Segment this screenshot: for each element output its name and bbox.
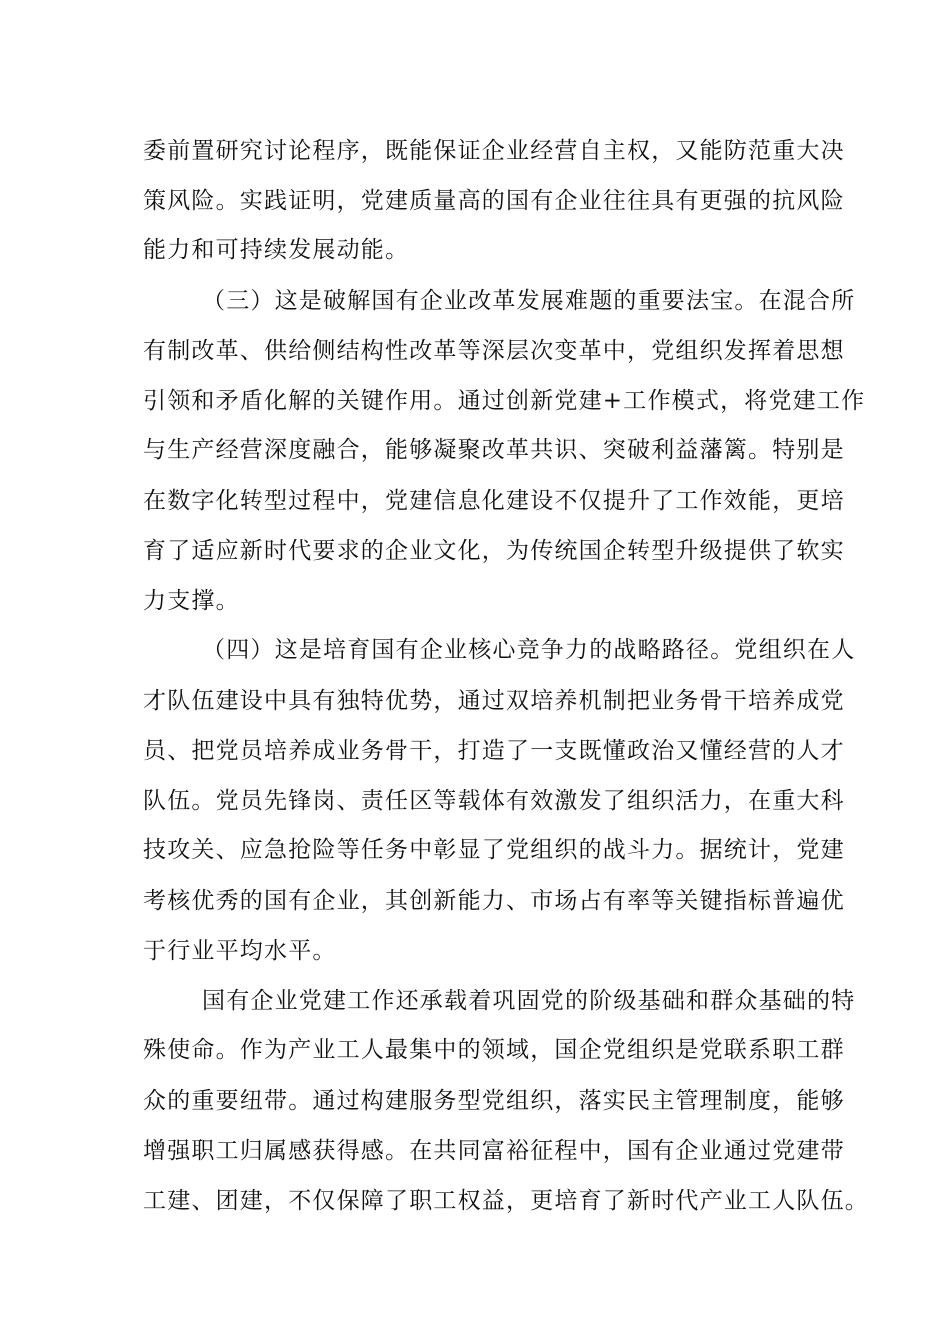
text-line: 引领和矛盾化解的关键作用。通过创新党建+工作模式，将党建工作	[143, 388, 866, 414]
text-line: 在数字化转型过程中，党建信息化建设不仅提升了工作效能，更培	[143, 488, 845, 514]
text-line: 众的重要纽带。通过构建服务型党组织，落实民主管理制度，能够	[143, 1088, 845, 1114]
text-line: 才队伍建设中具有独特优势，通过双培养机制把业务骨干培养成党	[143, 688, 845, 714]
text-line: 考核优秀的国有企业，其创新能力、市场占有率等关键指标普遍优	[143, 888, 845, 914]
text-line: 技攻关、应急抢险等任务中彰显了党组织的战斗力。据统计，党建	[143, 837, 845, 863]
paragraph-start-line: 国有企业党建工作还承载着巩固党的阶级基础和群众基础的特	[202, 988, 856, 1014]
text-line: 员、把党员培养成业务骨干，打造了一支既懂政治又懂经营的人才	[143, 738, 845, 764]
paragraph-start-line: （四）这是培育国有企业核心竞争力的战略路径。党组织在人	[202, 637, 856, 663]
text-line: 工建、团建，不仅保障了职工权益，更培育了新时代产业工人队伍。	[143, 1188, 869, 1214]
text-line: 能力和可持续发展动能。	[143, 237, 410, 263]
text-line: 殊使命。作为产业工人最集中的领域，国企党组织是党联系职工群	[143, 1037, 845, 1063]
text-line: 力支撑。	[143, 588, 240, 614]
paragraph-start-line: （三）这是破解国有企业改革发展难题的重要法宝。在混合所	[202, 288, 856, 314]
text-line: 与生产经营深度融合，能够凝聚改革共识、突破利益藩篱。特别是	[143, 437, 845, 463]
text-line: 于行业平均水平。	[143, 938, 337, 964]
text-line: 有制改革、供给侧结构性改革等深层次变革中，党组织发挥着思想	[143, 338, 845, 364]
text-line: 队伍。党员先锋岗、责任区等载体有效激发了组织活力，在重大科	[143, 788, 845, 814]
text-line: 委前置研究讨论程序，既能保证企业经营自主权，又能防范重大决	[143, 138, 845, 164]
text-line: 育了适应新时代要求的企业文化，为传统国企转型升级提供了软实	[143, 538, 845, 564]
text-line: 策风险。实践证明，党建质量高的国有企业往往具有更强的抗风险	[143, 188, 845, 214]
text-line: 增强职工归属感获得感。在共同富裕征程中，国有企业通过党建带	[143, 1138, 845, 1164]
